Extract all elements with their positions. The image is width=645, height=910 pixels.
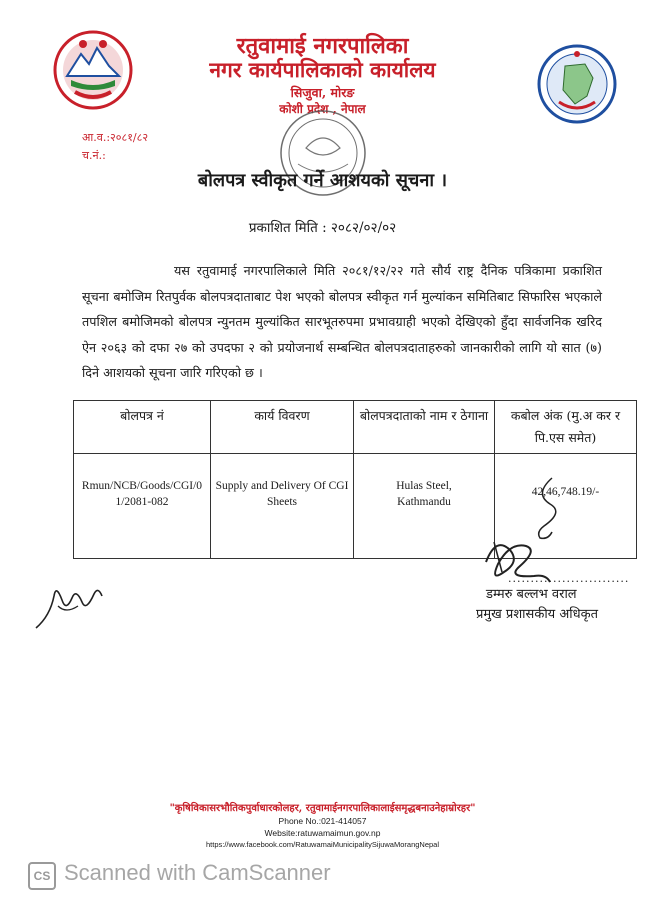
office-address: सिजुवा, मोरङ	[290, 85, 355, 100]
signature-line: ...........................	[508, 572, 630, 585]
signatory-name: डम्मरु बल्लभ वराल	[486, 587, 577, 602]
camscanner-watermark: Scanned with CamScanner	[64, 860, 331, 885]
cell-bid-number: Rmun/NCB/Goods/CGI/01/2081-082	[74, 454, 211, 559]
municipality-name: रतुवामाई नगरपालिका	[236, 33, 409, 59]
table-header-row	[74, 401, 637, 454]
cell-bidder: Hulas Steel, Kathmandu	[354, 454, 495, 559]
header-bid-number: बोलपत्र नं	[74, 401, 211, 454]
footer-phone: Phone No.:021-414057	[278, 816, 367, 826]
notice-body: यस रतुवामाई नगरपालिकाले मिति २०८१/१२/२२ गते सौर्य राष्ट्र दैनिक पत्रिकामा प्रकाशित सूचना बमोजिम रितपुर्वक बोलपत्रदाताबाट पेश भएको बोलपत्र स्वीकृत गर्न मुल्यांकन समितिबाट सिफारिस भएकाले तपशिल बमोजिमको बोलपत्र न्युनतम मुल्यांकित सारभूतरुपमा प्रभावग्राही भएको देखिएको हुँदा सार्वजनिक खरिद ऐन २०६३ को दफा २७ को उपदफा २ को प्रयोजनार्थ सम्बन्धित बोलपत्रदाताहरुको जानकारीको लागि यो सात (७) दिने आशयको सूचना जारि गरिएको छ ।	[82, 263, 602, 380]
footer-slogan: "कृषिविकासरभौतिकपुर्वाधारकोलहर, रतुवामाईनगरपालिकालाईसमृद्धबनाउनेहाम्रोरहर"	[169, 803, 476, 814]
cell-bid-amount: 42,46,748.19/-	[495, 454, 637, 559]
footer-website: Website:ratuwamaimun.gov.np	[264, 828, 381, 838]
margin-signature	[32, 576, 112, 636]
chalani-number: च.नं.:	[82, 149, 106, 162]
header-bidder-name-address: बोलपत्रदाताको नाम र ठेगाना	[354, 401, 495, 454]
fiscal-year: आ.व.:२०८१/८२	[82, 131, 149, 144]
camscanner-icon: CS	[28, 862, 56, 890]
signatory-designation: प्रमुख प्रशासकीय अधिकृत	[476, 607, 599, 622]
office-province: कोशी प्रदेश , नेपाल	[279, 102, 366, 116]
published-date: प्रकाशित मिति : २०८२/०२/०२	[248, 220, 397, 236]
header-bid-amount: कबोल अंक (मु.अ कर र पि.एस समेत)	[495, 401, 637, 454]
cell-work-description: Supply and Delivery Of CGI Sheets	[211, 454, 354, 559]
notice-title: बोलपत्र स्वीकृत गर्ने आशयको सूचना ।	[197, 170, 448, 191]
footer-facebook: https://www.facebook.com/RatuwamaiMunicipalitySijuwaMorangNepal	[205, 840, 440, 849]
office-name: नगर कार्यपालिकाको कार्यालय	[209, 57, 436, 82]
header-work-description: कार्य विवरण	[211, 401, 354, 454]
